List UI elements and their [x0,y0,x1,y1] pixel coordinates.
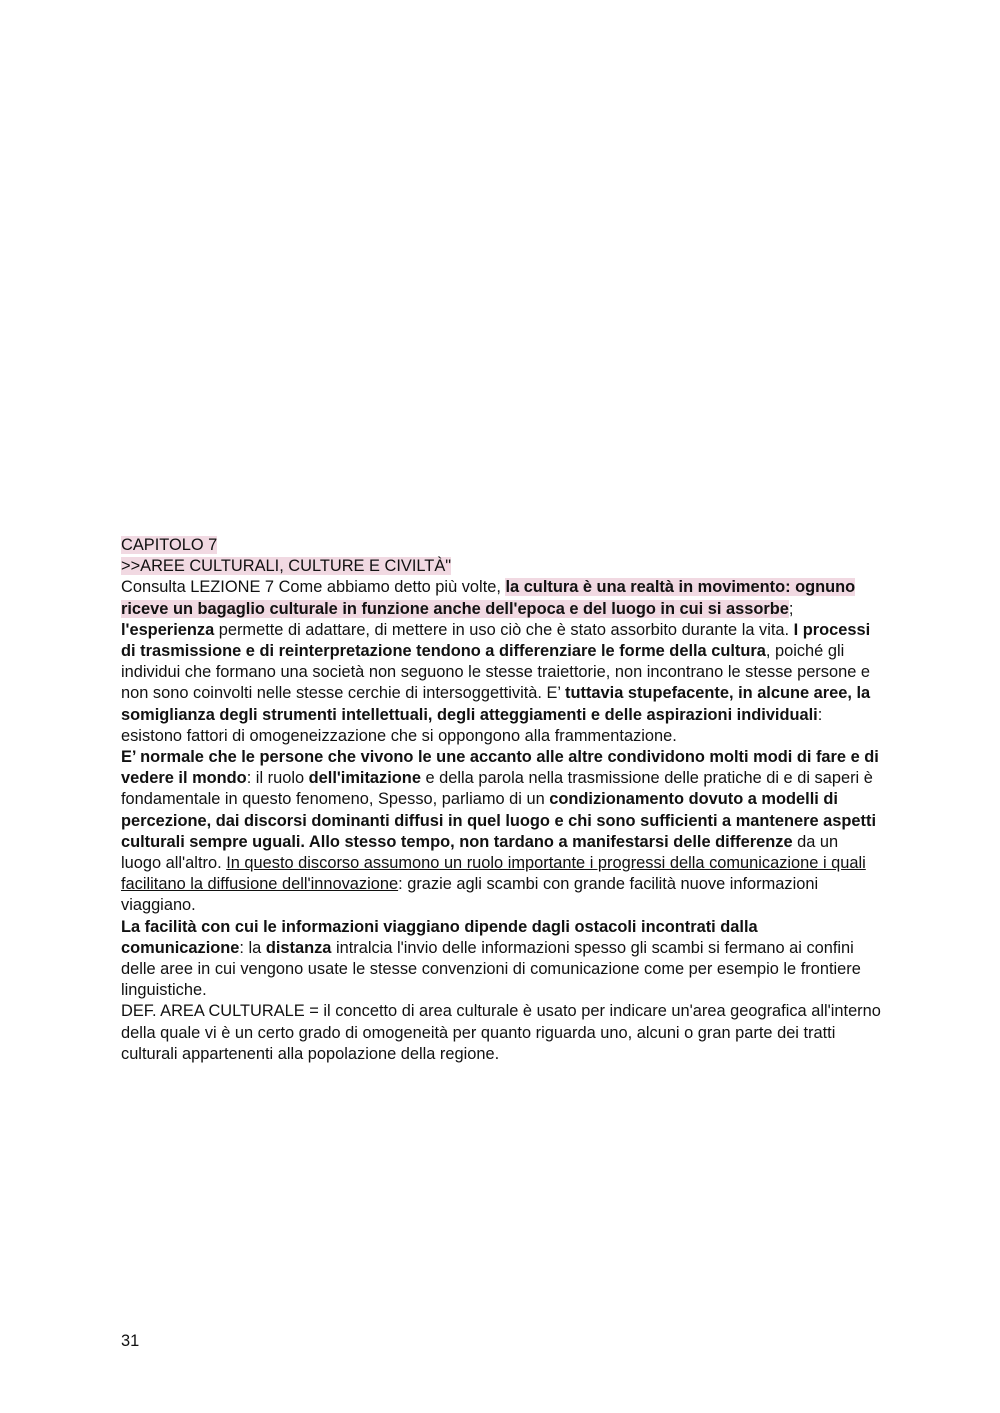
section-title: >>AREE CULTURALI, CULTURE E CIVILTÀ" [121,557,452,576]
text-run: permette di adattare, di mettere in uso ciò che è stato assorbito durante la vita. [214,620,794,639]
text-run: I processi di trasmissione e di reinterpretazione tendono a differenziare le forme della cultura [121,620,871,661]
text-run: tuttavia stupefacente, in alcune aree, la somiglianza degli strumenti intellettuali, degli atteggiamenti e delle aspirazioni individuali [121,684,871,724]
paragraph-2 [121,747,881,917]
text-run: intralcia l'invio delle informazioni spesso gli scambi si fermano ai confini delle aree in cui vengono usate le stesse convenzioni di comunicazione come per esempio le frontiere linguistiche. [121,938,861,1000]
text-run: e della parola nella trasmissione delle pratiche di e di saperi è fondamentale in questo fenomeno, Spesso, parliamo di un [121,769,873,809]
text-run: : la [239,938,266,957]
text-run: la cultura è una realtà in movimento: ognuno riceve un bagaglio culturale in funzione anche dell'epoca e del luogo in cui si assorbe [121,578,856,618]
text-run: La facilità con cui le informazioni viaggiano dipende dagli ostacoli incontrati dalla comunicazione [121,917,758,957]
text-run: Consulta LEZIONE 7 Come abbiamo detto più volte, [121,578,506,597]
text-run: In questo discorso assumono un ruolo importante i progressi della comunicazione i quali facilitano la diffusione dell'innovazione [121,854,866,894]
text-run: : il ruolo [246,769,309,788]
paragraph-1 [121,577,881,747]
text-run: ; [788,599,794,618]
text-run: , poiché gli individui che formano una società non seguono le stesse traiettorie, non incontrano le stesse persone e non sono coinvolti nelle stesse cerchie di intersoggettività. E’ [121,642,870,703]
text-run: da un luogo all'altro. [121,832,839,873]
text-run: : grazie agli scambi con grande facilità nuove informazioni viaggiano. [121,875,819,915]
text-run: DEF. AREA CULTURALE = il concetto di area culturale è usato per indicare un'area geografica all'interno della quale vi è un certo grado di omogeneità per quanto riguarda uno, alcuni o gran parte dei tratti culturali appartenenti alla popolazione della regione. [121,1002,881,1063]
text-run: dell'imitazione [308,769,421,788]
page-number: 31 [121,1332,140,1350]
text-run: E’ normale che le persone che vivono le une accanto alle altre condividono molti modi di fare e di vedere il mondo [121,748,879,788]
paragraph-3 [121,917,881,1002]
paragraph-4 [121,1001,881,1065]
chapter-heading: CAPITOLO 7 [121,536,218,554]
document-body [121,535,881,1065]
text-run: condizionamento dovuto a modelli di percezione, dai discorsi dominanti diffusi in quel luogo e chi sono sufficienti a mantenere aspetti culturali sempre uguali. Allo stesso tempo, non tardano a manifestarsi delle differenze [121,790,877,851]
text-run: distanza [265,938,332,957]
text-run: : esistono fattori di omogeneizzazione che si oppongono alla frammentazione. [121,705,823,745]
text-run: l'esperienza [121,620,215,639]
